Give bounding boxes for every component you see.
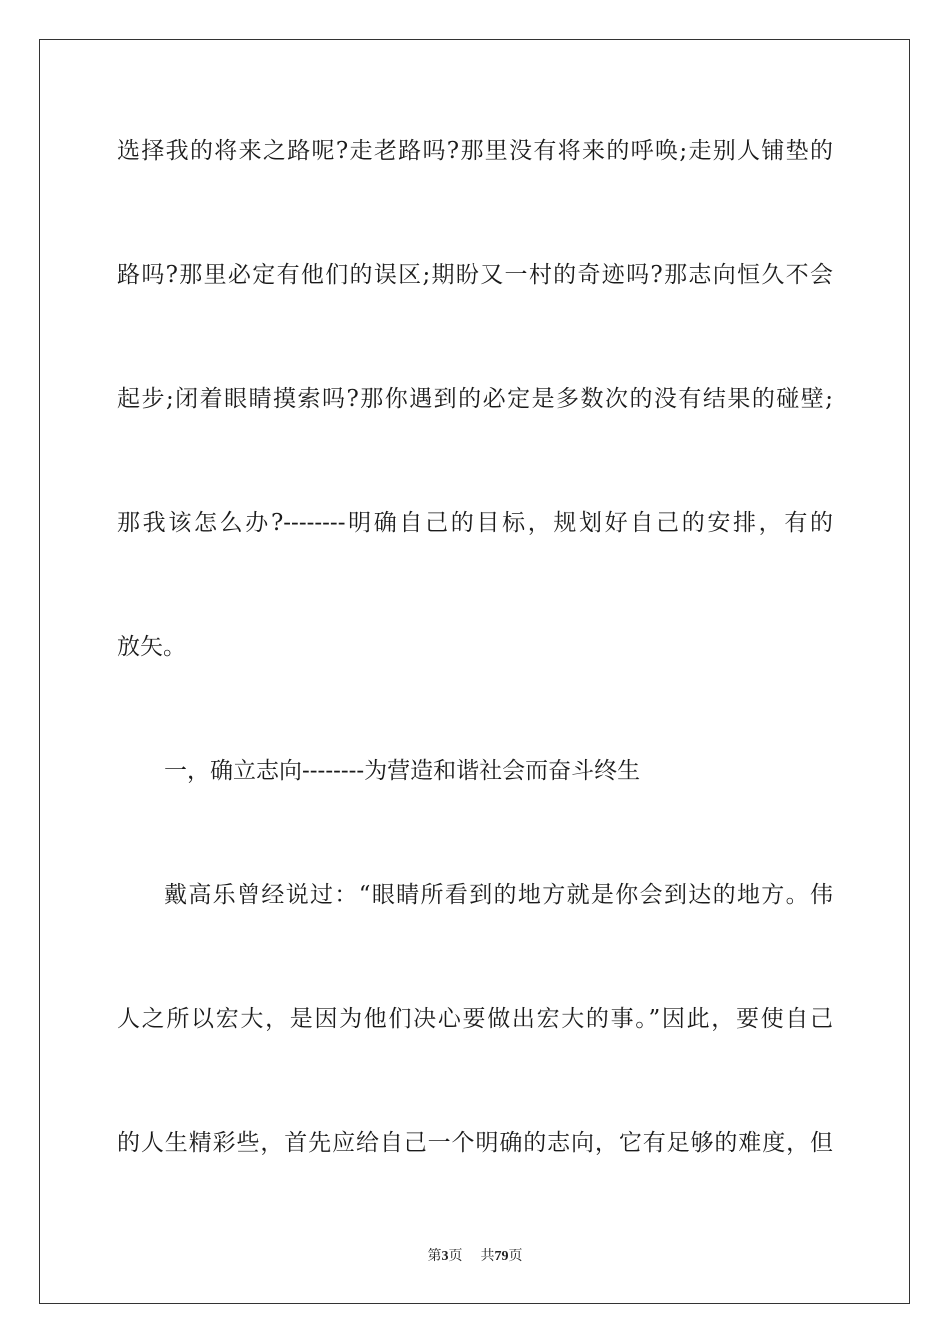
text-line-1: 选择我的将来之路呢?走老路吗?那里没有将来的呼唤;走别人铺垫的 <box>117 138 833 164</box>
footer-page-number: 3 <box>441 1249 449 1264</box>
text-line-8: 人之所以宏大，是因为他们决心要做出宏大的事。”因此，要使自己 <box>117 1006 833 1032</box>
text-line-2: 路吗?那里必定有他们的误区;期盼又一村的奇迹吗?那志向恒久不会 <box>117 262 833 288</box>
page-border <box>39 39 910 1304</box>
page-footer <box>0 1245 950 1265</box>
footer-total-suffix: 页 <box>508 1248 523 1264</box>
text-line-3: 起步;闭着眼睛摸索吗?那你遇到的必定是多数次的没有结果的碰壁; <box>117 386 833 412</box>
text-line-5: 放矢。 <box>117 634 186 660</box>
footer-total-pages: 79 <box>494 1249 509 1264</box>
text-line-9: 的人生精彩些，首先应给自己一个明确的志向，它有足够的难度，但 <box>117 1130 833 1156</box>
footer-page-prefix: 第 <box>427 1248 442 1264</box>
section-heading: 一，确立志向--------为营造和谐社会而奋斗终生 <box>164 758 641 784</box>
footer-page-suffix: 页 <box>448 1248 463 1264</box>
text-line-7: 戴高乐曾经说过：“眼睛所看到的地方就是你会到达的地方。伟 <box>164 882 833 908</box>
footer-total-prefix: 共 <box>480 1248 495 1264</box>
text-line-4: 那我该怎么办?--------明确自己的目标，规划好自己的安排，有的 <box>117 510 833 536</box>
